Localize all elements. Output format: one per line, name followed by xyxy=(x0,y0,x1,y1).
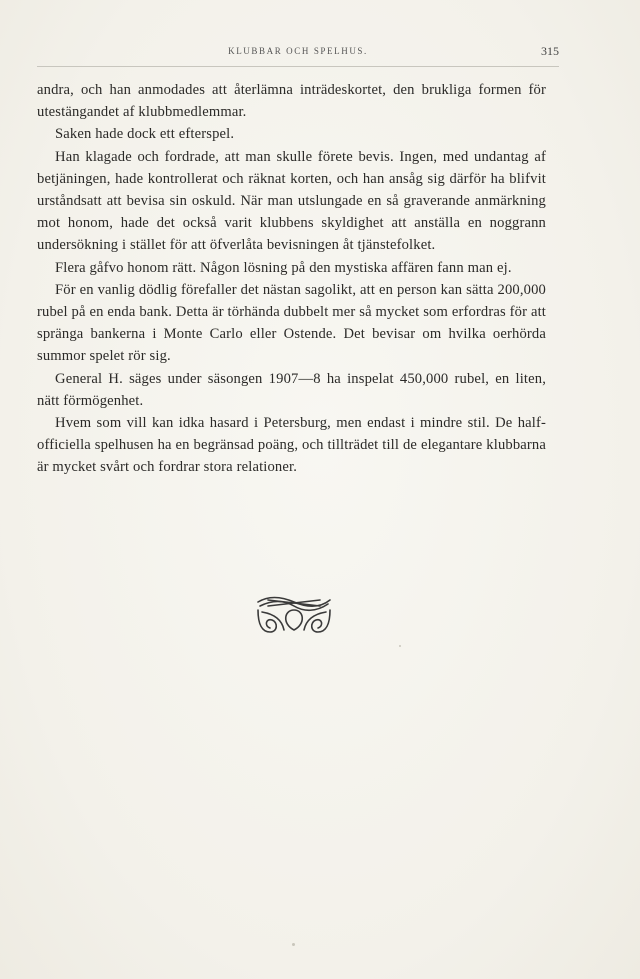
paper-speck xyxy=(399,645,401,647)
page-number: 315 xyxy=(541,44,559,58)
running-title: KLUBBAR OCH SPELHUS. xyxy=(228,46,368,56)
paragraph: andra, och han anmodades att återlämna inträdeskortet, den brukliga formen för utestängandet af klubbmedlemmar. xyxy=(37,82,546,121)
paragraph: Flera gåfvo honom rätt. Någon lösning på den mystiska affären fann man ej. xyxy=(55,259,512,276)
paragraph: Saken hade dock ett efterspel. xyxy=(55,126,235,143)
paragraph: För en vanlig dödlig förefaller det nästan sagolikt, att en person kan sätta 200,000 rubel på en enda bank. Detta är törhända dubbelt mer så mycket som erfordras för att spränga bankerna i Monte Carlo eller Ostende. Det bevisar om hvilka oerhörda summor spelet rör sig. xyxy=(37,281,546,365)
body-text xyxy=(37,79,546,479)
paragraph: Hvem som vill kan idka hasard i Petersburg, men endast i mindre stil. De half-officiella spelhusen ha en begränsad poäng, och tillträdet till de elegantare klubbarna är mycket svårt och fordrar stora relationer. xyxy=(37,415,546,476)
paragraph: Han klagade och fordrade, att man skulle förete bevis. Ingen, med undantag af betjäningen, hade kontrollerat och räknat korten, och han ansåg sig därför ha blifvit urståndsatt att bevisa sin oskuld. När man utslungade en så graverande anmärkning mot honom, hade det också varit klubbens skyldighet att anställa en noggrann undersökning i stället för att öfverlåta bevisningen åt tjänstefolket. xyxy=(37,148,546,254)
paragraph: General H. säges under säsongen 1907—8 ha inspelat 450,000 rubel, en liten, nätt förmögenhet. xyxy=(37,370,546,409)
header-rule xyxy=(37,66,559,67)
page-header xyxy=(37,46,559,64)
ornament-vignette xyxy=(254,594,334,636)
paper-speck xyxy=(292,943,295,946)
